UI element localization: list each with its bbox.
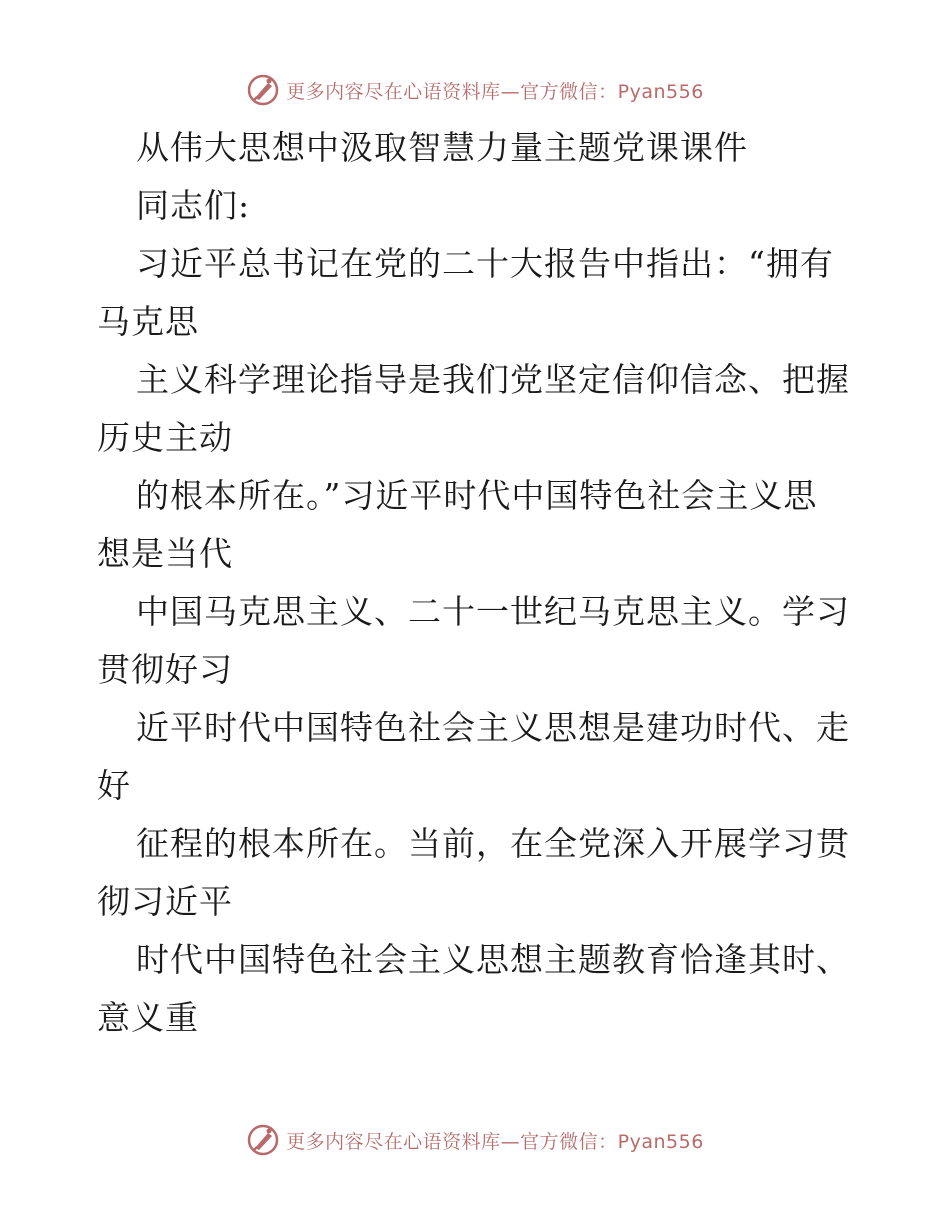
document-title: 从伟大思想中汲取智慧力量主题党课课件 bbox=[136, 128, 748, 167]
footer-banner bbox=[0, 1120, 950, 1160]
paragraph-line: 时代中国特色社会主义思想主题教育恰逢其时、 bbox=[136, 940, 850, 979]
paragraph-line: 主义科学理论指导是我们党坚定信仰信念、把握 bbox=[136, 360, 850, 399]
paragraph-line: 想是当代 bbox=[97, 534, 233, 573]
paragraph-line: 中国马克思主义、二十一世纪马克思主义。学习 bbox=[136, 592, 850, 631]
quill-pen-icon bbox=[246, 1123, 280, 1157]
paragraph-line: 马克思 bbox=[97, 302, 199, 341]
paragraph-line: 征程的根本所在。当前，在全党深入开展学习贯 bbox=[136, 824, 850, 863]
footer-banner-text: 更多内容尽在心语资料库—官方微信：Pyan556 bbox=[286, 1130, 704, 1153]
paragraph-line: 近平时代中国特色社会主义思想是建功时代、走 bbox=[136, 708, 850, 747]
paragraph-line: 的根本所在。”习近平时代中国特色社会主义思 bbox=[136, 476, 818, 515]
salutation: 同志们: bbox=[136, 186, 251, 225]
header-banner-text: 更多内容尽在心语资料库—官方微信：Pyan556 bbox=[286, 80, 704, 103]
paragraph-line: 好 bbox=[97, 766, 131, 805]
paragraph-line: 贯彻好习 bbox=[97, 650, 233, 689]
quill-pen-icon bbox=[246, 73, 280, 107]
header-banner bbox=[0, 70, 950, 110]
paragraph-line: 习近平总书记在党的二十大报告中指出：“拥有 bbox=[136, 244, 834, 283]
paragraph-line: 意义重 bbox=[97, 998, 199, 1037]
paragraph-line: 历史主动 bbox=[97, 418, 233, 457]
paragraph-line: 彻习近平 bbox=[97, 882, 233, 921]
